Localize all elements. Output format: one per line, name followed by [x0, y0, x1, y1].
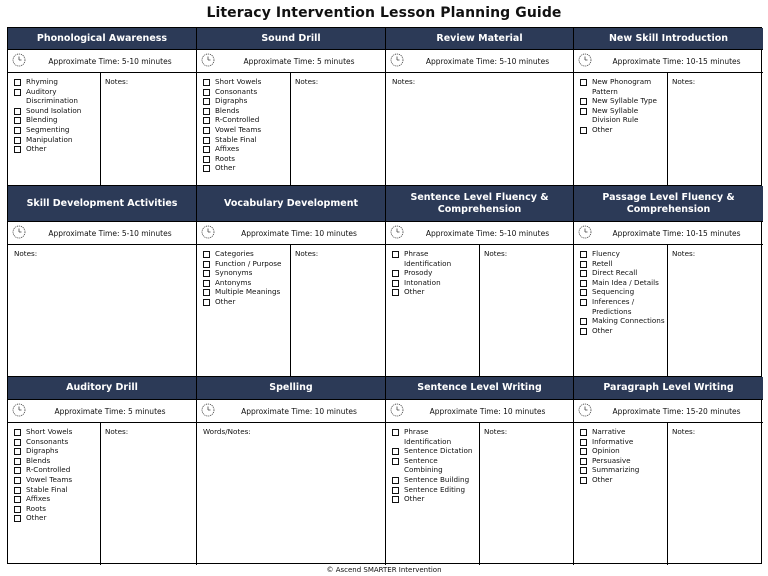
checkbox[interactable] — [580, 98, 587, 105]
checkbox[interactable] — [203, 156, 210, 163]
notes-label: Words/Notes: — [203, 427, 251, 436]
checklist-item — [392, 268, 477, 278]
checklist-item — [580, 287, 665, 297]
clock-icon — [390, 225, 404, 241]
notes-area[interactable] — [480, 423, 573, 565]
checkbox[interactable] — [580, 328, 587, 335]
checkbox[interactable] — [392, 477, 399, 484]
checkbox[interactable] — [580, 458, 587, 465]
checklist-item-label: Rhyming — [26, 77, 58, 86]
checklist-item-label: Phrase Identification — [404, 427, 452, 446]
checkbox[interactable] — [14, 137, 21, 144]
checklist-item-label: Blends — [26, 455, 51, 465]
checkbox[interactable] — [14, 146, 21, 153]
checklist-item-label: Digraphs — [26, 446, 59, 456]
approximate-time-text: Approximate Time: 10-15 minutes — [612, 56, 741, 66]
approximate-time-text: Approximate Time: 5-10 minutes — [48, 228, 172, 238]
clock-icon — [12, 53, 26, 69]
section-header: Phonological Awareness — [8, 28, 196, 50]
checklist-item-label: Multiple Meanings — [215, 287, 281, 297]
checklist-item — [392, 427, 477, 446]
checklist-item-label: Auditory Discrimination — [26, 86, 78, 106]
approximate-time-row — [574, 50, 763, 73]
checkbox[interactable] — [580, 127, 587, 134]
copyright-footer: © Ascend SMARTER Intervention — [326, 566, 442, 574]
checklist-item-label: Stable Final — [215, 134, 257, 144]
checklist-item-label: Sentence Dictation — [404, 446, 473, 456]
checkbox[interactable] — [580, 289, 587, 296]
checklist-item-label: Other — [592, 474, 613, 484]
checklist — [574, 423, 668, 565]
checklist — [574, 245, 668, 376]
checklist-item — [392, 278, 477, 288]
notes-label: Notes: — [672, 249, 696, 258]
checklist-item-label: R-Controlled — [26, 465, 71, 475]
checkbox[interactable] — [203, 280, 210, 287]
checklist-item — [203, 144, 288, 154]
checkbox[interactable] — [580, 251, 587, 258]
approximate-time-text: Approximate Time: 10 minutes — [241, 406, 357, 416]
checklist-item-label: Blending — [26, 115, 58, 125]
section-header: Review Material — [386, 28, 573, 50]
checklist-item-label: Sentence Combining — [404, 455, 443, 475]
checklist-item-label: Retell — [592, 258, 613, 268]
checkbox[interactable] — [203, 89, 210, 96]
section-body — [197, 245, 385, 376]
notes-label: Notes: — [484, 427, 508, 436]
checklist-item-label: Informative — [592, 436, 634, 446]
checkbox[interactable] — [14, 89, 21, 96]
lesson-grid — [7, 27, 762, 564]
section-row — [8, 376, 761, 565]
section-panel — [8, 28, 197, 185]
checklist-item — [14, 437, 98, 447]
notes-area[interactable] — [8, 245, 196, 376]
checklist-item-label: Roots — [215, 153, 236, 163]
checklist-item — [14, 77, 98, 87]
checklist-item-label: Other — [592, 325, 613, 335]
checkbox[interactable] — [392, 280, 399, 287]
section-header: New Skill Introduction — [574, 28, 763, 50]
approximate-time-row — [386, 400, 573, 423]
checklist-item — [580, 268, 665, 278]
checklist-item-label: New Syllable Division Rule — [592, 105, 639, 125]
approximate-time-text: Approximate Time: 5 minutes — [243, 56, 355, 66]
checklist-item-label: Short Vowels — [26, 427, 73, 436]
checklist — [8, 423, 101, 565]
checklist-item-label: Narrative — [592, 427, 626, 436]
approximate-time-text: Approximate Time: 15-20 minutes — [612, 406, 741, 416]
page-title: Literacy Intervention Lesson Planning Guide — [206, 5, 562, 21]
notes-label: Notes: — [14, 249, 38, 258]
checkbox[interactable] — [580, 448, 587, 455]
checklist-item-label: Persuasive — [592, 455, 631, 465]
clock-icon — [578, 403, 592, 419]
section-header: Auditory Drill — [8, 377, 196, 400]
checklist-item-label: Summarizing — [592, 465, 640, 475]
checklist-item — [14, 106, 98, 116]
checkbox[interactable] — [392, 487, 399, 494]
checklist-item — [580, 316, 665, 326]
checkbox[interactable] — [203, 117, 210, 124]
checklist-item — [203, 77, 288, 87]
checklist-item — [14, 144, 98, 154]
checklist-item — [580, 326, 665, 336]
checkbox[interactable] — [580, 429, 587, 436]
section-panel — [386, 186, 574, 376]
checklist-item-label: Other — [592, 124, 613, 134]
checkbox[interactable] — [580, 477, 587, 484]
checklist — [386, 245, 480, 376]
section-panel — [197, 28, 386, 185]
section-panel — [574, 377, 763, 565]
checklist-item-label: Making Connections — [592, 316, 665, 326]
checkbox[interactable] — [203, 261, 210, 268]
notes-label: Notes: — [105, 427, 129, 436]
section-body — [386, 73, 573, 185]
clock-icon — [201, 225, 215, 241]
checkbox[interactable] — [14, 117, 21, 124]
checkbox[interactable] — [14, 496, 21, 503]
checklist-item-label: Sentence Building — [404, 474, 470, 484]
checklist-item — [580, 475, 665, 485]
checklist-item-label: Sentence Editing — [404, 484, 466, 494]
section-header: Spelling — [197, 377, 385, 400]
checklist-item-label: Roots — [26, 503, 47, 513]
checkbox[interactable] — [14, 448, 21, 455]
notes-area[interactable] — [386, 73, 573, 185]
section-panel — [386, 28, 574, 185]
checklist-item-label: New Syllable Type — [592, 96, 657, 106]
checklist-item — [392, 485, 477, 495]
section-header: Vocabulary Development — [197, 186, 385, 222]
checkbox[interactable] — [203, 137, 210, 144]
checklist-item — [203, 249, 288, 259]
checkbox[interactable] — [580, 299, 587, 306]
checkbox[interactable] — [580, 280, 587, 287]
checkbox[interactable] — [580, 318, 587, 325]
approximate-time-row — [197, 50, 385, 73]
section-panel — [8, 186, 197, 376]
checkbox[interactable] — [203, 127, 210, 134]
section-panel — [8, 377, 197, 565]
approximate-time-text: Approximate Time: 5 minutes — [54, 406, 166, 416]
checkbox[interactable] — [14, 458, 21, 465]
checkbox[interactable] — [392, 270, 399, 277]
checkbox[interactable] — [203, 146, 210, 153]
section-body — [574, 423, 763, 565]
checklist-item — [392, 249, 477, 268]
clock-icon — [12, 225, 26, 241]
checklist-item — [580, 446, 665, 456]
checkbox[interactable] — [392, 496, 399, 503]
approximate-time-text: Approximate Time: 10-15 minutes — [612, 228, 741, 238]
checkbox[interactable] — [580, 79, 587, 86]
notes-label: Notes: — [484, 249, 508, 258]
checkbox[interactable] — [392, 458, 399, 465]
checkbox[interactable] — [392, 429, 399, 436]
approximate-time-row — [386, 222, 573, 245]
checklist-item — [203, 135, 288, 145]
checkbox[interactable] — [203, 98, 210, 105]
checklist-item — [392, 446, 477, 456]
section-body — [197, 423, 385, 565]
checkbox[interactable] — [14, 477, 21, 484]
notes-area[interactable] — [668, 423, 763, 565]
section-panel — [574, 186, 763, 376]
checklist-item-label: Other — [404, 494, 425, 504]
notes-label: Notes: — [295, 77, 319, 86]
section-header: Sentence Level Fluency & Comprehension — [386, 186, 573, 222]
section-row — [8, 185, 761, 376]
section-body — [386, 423, 573, 565]
approximate-time-row — [574, 400, 763, 423]
checklist-item-label: R-Controlled — [215, 115, 260, 125]
checkbox[interactable] — [14, 108, 21, 115]
checklist-item — [203, 297, 288, 307]
checkbox[interactable] — [203, 79, 210, 86]
checklist-item — [14, 125, 98, 135]
approximate-time-row — [197, 222, 385, 245]
clock-icon — [390, 53, 404, 69]
section-header: Passage Level Fluency & Comprehension — [574, 186, 763, 222]
checklist-item-label: Vowel Teams — [26, 474, 73, 484]
section-body — [574, 245, 763, 376]
checklist-item — [203, 163, 288, 173]
checklist-item — [580, 465, 665, 475]
checkbox[interactable] — [14, 467, 21, 474]
checklist-item — [392, 494, 477, 504]
approximate-time-text: Approximate Time: 10 minutes — [241, 228, 357, 238]
checklist-item — [203, 287, 288, 297]
checklist-item-label: Categories — [215, 249, 254, 258]
checklist-item — [580, 278, 665, 288]
checklist-item — [580, 96, 665, 106]
checklist — [197, 73, 291, 185]
notes-label: Notes: — [672, 77, 696, 86]
checklist-item-label: Main Idea / Details — [592, 277, 659, 287]
checklist — [197, 245, 291, 376]
approximate-time-row — [8, 222, 196, 245]
checklist-item — [14, 485, 98, 495]
approximate-time-row — [574, 222, 763, 245]
section-header: Sentence Level Writing — [386, 377, 573, 400]
checkbox[interactable] — [580, 467, 587, 474]
checklist-item — [14, 465, 98, 475]
notes-label: Notes: — [672, 427, 696, 436]
checklist-item-label: Other — [26, 513, 47, 523]
checklist-item — [392, 456, 477, 475]
checkbox[interactable] — [14, 515, 21, 522]
section-body — [8, 245, 196, 376]
section-body — [574, 73, 763, 185]
approximate-time-text: Approximate Time: 5-10 minutes — [48, 56, 172, 66]
checklist-item-label: Function / Purpose — [215, 258, 282, 268]
notes-area[interactable] — [668, 73, 763, 185]
section-header: Paragraph Level Writing — [574, 377, 763, 400]
checklist-item-label: Sequencing — [592, 287, 635, 297]
approximate-time-row — [8, 400, 196, 423]
checkbox[interactable] — [580, 270, 587, 277]
checkbox[interactable] — [14, 439, 21, 446]
notes-label: Notes: — [105, 77, 129, 86]
approximate-time-text: Approximate Time: 10 minutes — [429, 406, 546, 416]
checklist-item-label: Phrase Identification — [404, 249, 452, 268]
checklist-item — [14, 504, 98, 514]
checklist-item-label: Inferences / Predictions — [592, 296, 635, 316]
checkbox[interactable] — [203, 289, 210, 296]
notes-area[interactable] — [291, 73, 385, 185]
checklist-item-label: Digraphs — [215, 96, 248, 106]
checklist-item — [392, 475, 477, 485]
checkbox[interactable] — [392, 289, 399, 296]
checkbox[interactable] — [14, 429, 21, 436]
checkbox[interactable] — [203, 299, 210, 306]
section-body — [8, 423, 196, 565]
checkbox[interactable] — [14, 506, 21, 513]
section-panel — [197, 186, 386, 376]
section-panel — [386, 377, 574, 565]
checklist-item-label: Synonyms — [215, 268, 253, 278]
checklist-item — [14, 475, 98, 485]
checkbox[interactable] — [14, 127, 21, 134]
checklist-item — [203, 154, 288, 164]
checklist-item-label: Direct Recall — [592, 268, 638, 278]
checklist-item-label: Intonation — [404, 277, 441, 287]
checklist-item-label: Manipulation — [26, 134, 73, 144]
checkbox[interactable] — [392, 448, 399, 455]
checklist-item-label: Sound Isolation — [26, 105, 82, 115]
checklist-item — [203, 87, 288, 97]
notes-area[interactable] — [197, 423, 385, 565]
checklist — [8, 73, 101, 185]
checklist-item-label: Opinion — [592, 446, 620, 456]
checklist-item — [14, 456, 98, 466]
section-row — [8, 28, 761, 185]
notes-label: Notes: — [392, 77, 416, 86]
section-body — [8, 73, 196, 185]
checklist-item-label: Affixes — [215, 144, 240, 154]
checkbox[interactable] — [203, 165, 210, 172]
clock-icon — [12, 403, 26, 419]
checklist-item-label: Antonyms — [215, 277, 252, 287]
checklist-item-label: Segmenting — [26, 124, 70, 134]
checklist-item — [203, 278, 288, 288]
checklist-item — [14, 494, 98, 504]
clock-icon — [201, 403, 215, 419]
checklist-item-label: Vowel Teams — [215, 124, 262, 134]
clock-icon — [390, 403, 404, 419]
checklist-item — [580, 427, 665, 437]
checklist-item — [203, 268, 288, 278]
checklist — [574, 73, 668, 185]
checklist-item-label: Consonants — [215, 86, 258, 96]
checklist-item-label: Fluency — [592, 249, 620, 258]
checklist-item — [580, 249, 665, 259]
notes-area[interactable] — [101, 73, 196, 185]
clock-icon — [201, 53, 215, 69]
checklist-item — [203, 115, 288, 125]
checkbox[interactable] — [580, 261, 587, 268]
section-panel — [574, 28, 763, 185]
checklist-item-label: Other — [404, 287, 425, 297]
checkbox[interactable] — [14, 487, 21, 494]
checklist-item — [580, 125, 665, 135]
checklist-item — [14, 513, 98, 523]
section-header: Sound Drill — [197, 28, 385, 50]
checklist-item — [14, 135, 98, 145]
checkbox[interactable] — [203, 251, 210, 258]
clock-icon — [578, 53, 592, 69]
checklist-item-label: Prosody — [404, 268, 433, 278]
checklist-item — [580, 437, 665, 447]
checklist-item-label: Short Vowels — [215, 77, 262, 86]
checklist-item-label: Blends — [215, 105, 240, 115]
checklist-item — [580, 456, 665, 466]
checklist-item-label: Other — [215, 163, 236, 173]
checklist-item — [203, 106, 288, 116]
checklist-item-label: Consonants — [26, 436, 69, 446]
section-body — [197, 73, 385, 185]
notes-area[interactable] — [291, 245, 385, 376]
notes-area[interactable] — [668, 245, 763, 376]
checklist-item — [203, 259, 288, 269]
checklist-item-label: Stable Final — [26, 484, 68, 494]
checklist — [386, 423, 480, 565]
approximate-time-row — [8, 50, 196, 73]
checklist-item — [392, 287, 477, 297]
approximate-time-row — [197, 400, 385, 423]
checklist-item — [580, 77, 665, 96]
checklist-item — [580, 106, 665, 125]
approximate-time-text: Approximate Time: 5-10 minutes — [425, 228, 550, 238]
checkbox[interactable] — [392, 251, 399, 258]
section-panel — [197, 377, 386, 565]
checklist-item — [580, 297, 665, 316]
checklist-item-label: Other — [215, 296, 236, 306]
checklist-item-label: New Phonogram Pattern — [592, 77, 652, 96]
notes-area[interactable] — [480, 245, 573, 376]
checklist-item-label: Other — [26, 144, 47, 154]
checklist-item — [580, 259, 665, 269]
checkbox[interactable] — [580, 108, 587, 115]
approximate-time-row — [386, 50, 573, 73]
section-header: Skill Development Activities — [8, 186, 196, 222]
checklist-item — [203, 96, 288, 106]
approximate-time-text: Approximate Time: 5-10 minutes — [425, 56, 550, 66]
checkbox[interactable] — [14, 79, 21, 86]
checklist-item — [203, 125, 288, 135]
checkbox[interactable] — [203, 108, 210, 115]
checkbox[interactable] — [203, 270, 210, 277]
notes-area[interactable] — [101, 423, 196, 565]
checklist-item — [14, 446, 98, 456]
checkbox[interactable] — [580, 439, 587, 446]
section-body — [386, 245, 573, 376]
checklist-item — [14, 115, 98, 125]
notes-label: Notes: — [295, 249, 319, 258]
clock-icon — [578, 225, 592, 241]
checklist-item — [14, 87, 98, 106]
checklist-item — [14, 427, 98, 437]
checklist-item-label: Affixes — [26, 494, 51, 504]
